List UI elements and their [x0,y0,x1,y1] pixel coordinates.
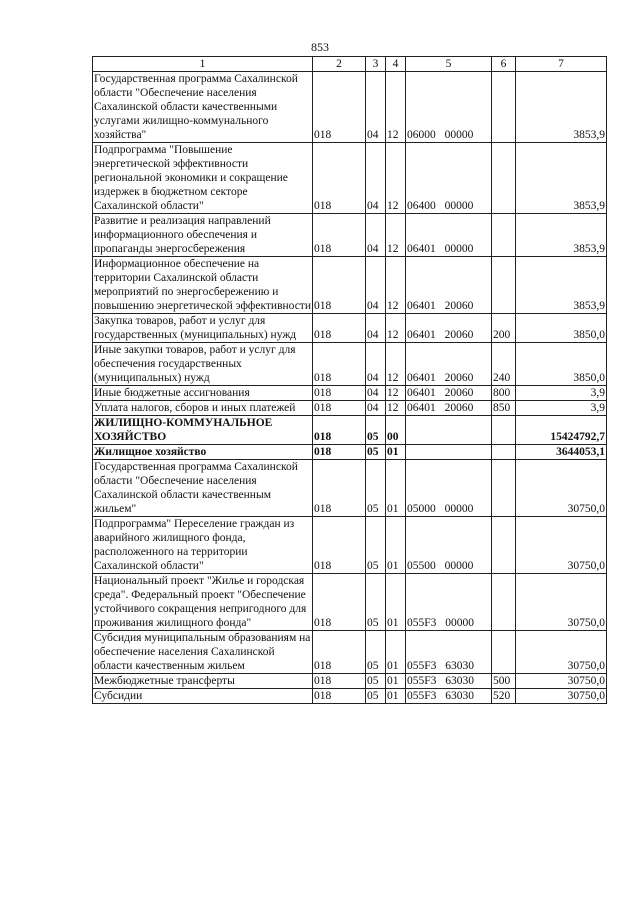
table-row [93,574,607,631]
header-cell: 6 [492,57,516,72]
row-ved-cell: 018 [313,416,366,445]
row-amount-cell: 3644053,1 [516,445,607,460]
row-ved-cell: 018 [313,214,366,257]
row-name-cell: Иные бюджетные ассигнования [93,386,313,401]
row-name-cell: Информационное обеспечение на территории Сахалинской области мероприятий по энергосбережению и повышению энергетической эффективности [94,258,311,312]
row-section-cell: 04 [366,386,386,401]
table-row [93,460,607,517]
row-section-cell: 05 [366,416,386,445]
row-section-cell: 04 [366,314,386,343]
row-amount-cell: 30750,0 [516,517,607,574]
row-expense-type-cell [492,416,516,445]
row-subsection-cell: 12 [386,257,406,314]
row-amount-cell: 15424792,7 [516,416,607,445]
row-expense-type-cell: 850 [492,401,516,416]
table-row [93,631,607,674]
row-section-cell: 05 [366,631,386,674]
row-expense-type-cell [492,574,516,631]
row-name-cell: Субсидия муниципальным образованиям на обеспечение населения Сахалинской области качественным жильем [93,631,313,674]
row-expense-type-cell [492,257,516,314]
row-section-cell: 04 [366,343,386,386]
table-row [93,401,607,416]
row-ved-cell: 018 [313,401,366,416]
row-section-cell: 05 [366,574,386,631]
header-cell: 5 [406,57,492,72]
table-row [93,343,607,386]
row-name-cell: Жилищное хозяйство [93,445,313,460]
page-number: 853 [311,40,329,54]
row-expense-type-cell [492,143,516,214]
row-ved-cell: 018 [313,314,366,343]
table-row [93,143,607,214]
row-expense-type-cell [492,460,516,517]
row-subsection-cell: 01 [386,445,406,460]
row-name-cell: Закупка товаров, работ и услуг для государственных (муниципальных) нужд [93,314,313,343]
row-subsection-cell: 12 [386,143,406,214]
row-amount-cell: 3853,9 [516,72,607,143]
row-expense-type-cell [492,72,516,143]
row-ved-cell: 018 [313,574,366,631]
row-section-cell: 05 [366,517,386,574]
row-target-article-cell: 06401 20060 [406,386,492,401]
row-target-article-cell [406,445,492,460]
row-name-cell: Субсидии [93,689,313,704]
row-amount-cell: 3853,9 [516,214,607,257]
row-target-article-cell: 06401 20060 [406,343,492,386]
row-expense-type-cell [492,214,516,257]
row-name-cell: Национальный проект "Жилье и городская среда". Федеральный проект "Обеспечение устойчивого сокращения непригодного для проживания жилищного фонда" [93,574,313,631]
row-amount-cell: 3853,9 [516,257,607,314]
row-section-cell: 04 [366,401,386,416]
row-subsection-cell: 12 [386,314,406,343]
row-section-cell: 05 [366,445,386,460]
row-ved-cell: 018 [313,517,366,574]
row-subsection-cell: 01 [386,574,406,631]
row-amount-cell: 30750,0 [516,631,607,674]
row-target-article-cell: 05500 00000 [406,517,492,574]
row-expense-type-cell: 520 [492,689,516,704]
row-section-cell: 04 [366,72,386,143]
table-row [93,386,607,401]
row-name-cell: Межбюджетные трансферты [93,674,313,689]
row-name-cell: Уплата налогов, сборов и иных платежей [93,401,313,416]
table-row [93,445,607,460]
row-section-cell: 04 [366,143,386,214]
row-name-cell: Подпрограмма" Переселение граждан из аварийного жилищного фонда, расположенного на территории Сахалинской области" [93,517,313,574]
row-amount-cell: 30750,0 [516,574,607,631]
row-expense-type-cell: 500 [492,674,516,689]
row-subsection-cell: 01 [386,674,406,689]
row-target-article-cell: 055F3 63030 [406,674,492,689]
row-subsection-cell: 01 [386,631,406,674]
row-amount-cell: 30750,0 [516,689,607,704]
row-name-cell: Иные закупки товаров, работ и услуг для обеспечения государственных (муниципальных) нужд [93,343,313,386]
table-row [93,314,607,343]
row-amount-cell: 3853,9 [516,143,607,214]
row-subsection-cell: 12 [386,343,406,386]
budget-table [92,56,607,704]
row-amount-cell: 30750,0 [516,460,607,517]
row-target-article-cell: 06000 00000 [406,72,492,143]
table-header-row [93,57,607,72]
table-row [93,72,607,143]
header-cell: 1 [93,57,313,72]
row-subsection-cell: 00 [386,416,406,445]
row-subsection-cell: 12 [386,214,406,257]
row-target-article-cell: 055F3 00000 [406,574,492,631]
row-subsection-cell: 12 [386,401,406,416]
row-ved-cell: 018 [313,631,366,674]
row-target-article-cell: 05000 00000 [406,460,492,517]
row-target-article-cell: 06401 00000 [406,214,492,257]
table-row [93,689,607,704]
table-row [93,257,607,314]
row-name-cell: Подпрограмма "Повышение энергетической эффективности региональной экономики и сокращение издержек в бюджетном секторе Сахалинской области" [93,143,313,214]
row-amount-cell: 30750,0 [516,674,607,689]
row-name-cell: Государственная программа Сахалинской области "Обеспечение населения Сахалинской области качественным жильем" [93,460,313,517]
row-amount-cell: 3850,0 [516,343,607,386]
row-section-cell: 04 [366,257,386,314]
row-expense-type-cell: 240 [492,343,516,386]
row-subsection-cell: 01 [386,517,406,574]
row-name-cell: ЖИЛИЩНО-КОММУНАЛЬНОЕ ХОЗЯЙСТВО [93,416,313,445]
row-target-article-cell: 055F3 63030 [406,631,492,674]
row-expense-type-cell [492,445,516,460]
row-ved-cell: 018 [313,460,366,517]
row-ved-cell: 018 [313,689,366,704]
row-ved-cell: 018 [313,674,366,689]
row-ved-cell: 018 [313,386,366,401]
row-expense-type-cell: 800 [492,386,516,401]
row-subsection-cell: 01 [386,460,406,517]
row-amount-cell: 3850,0 [516,314,607,343]
row-section-cell: 05 [366,460,386,517]
row-name-cell: Развитие и реализация направлений информационного обеспечения и пропаганды энергосбережения [93,214,313,257]
header-cell: 7 [516,57,607,72]
row-amount-cell: 3,9 [516,401,607,416]
row-expense-type-cell [492,517,516,574]
header-cell: 3 [366,57,386,72]
header-cell: 4 [386,57,406,72]
row-target-article-cell: 055F3 63030 [406,689,492,704]
row-target-article-cell: 06401 20060 [406,314,492,343]
row-section-cell: 04 [366,214,386,257]
row-amount-cell: 3,9 [516,386,607,401]
row-subsection-cell: 12 [386,72,406,143]
row-target-article-cell: 06401 20060 [406,257,492,314]
row-subsection-cell: 01 [386,689,406,704]
row-target-article-cell: 06400 00000 [406,143,492,214]
row-ved-cell: 018 [313,257,366,314]
row-ved-cell: 018 [313,143,366,214]
row-subsection-cell: 12 [386,386,406,401]
table-row [93,416,607,445]
row-expense-type-cell [492,631,516,674]
row-ved-cell: 018 [313,343,366,386]
header-cell: 2 [313,57,366,72]
row-target-article-cell: 06401 20060 [406,401,492,416]
row-expense-type-cell: 200 [492,314,516,343]
row-target-article-cell [406,416,492,445]
table-row [93,517,607,574]
row-ved-cell: 018 [313,445,366,460]
row-ved-cell: 018 [313,72,366,143]
row-section-cell: 05 [366,689,386,704]
row-section-cell: 05 [366,674,386,689]
table-row [93,214,607,257]
row-name-cell: Государственная программа Сахалинской области "Обеспечение населения Сахалинской области качественными услугами жилищно-коммунального хозяйства" [93,72,313,143]
table-row [93,674,607,689]
